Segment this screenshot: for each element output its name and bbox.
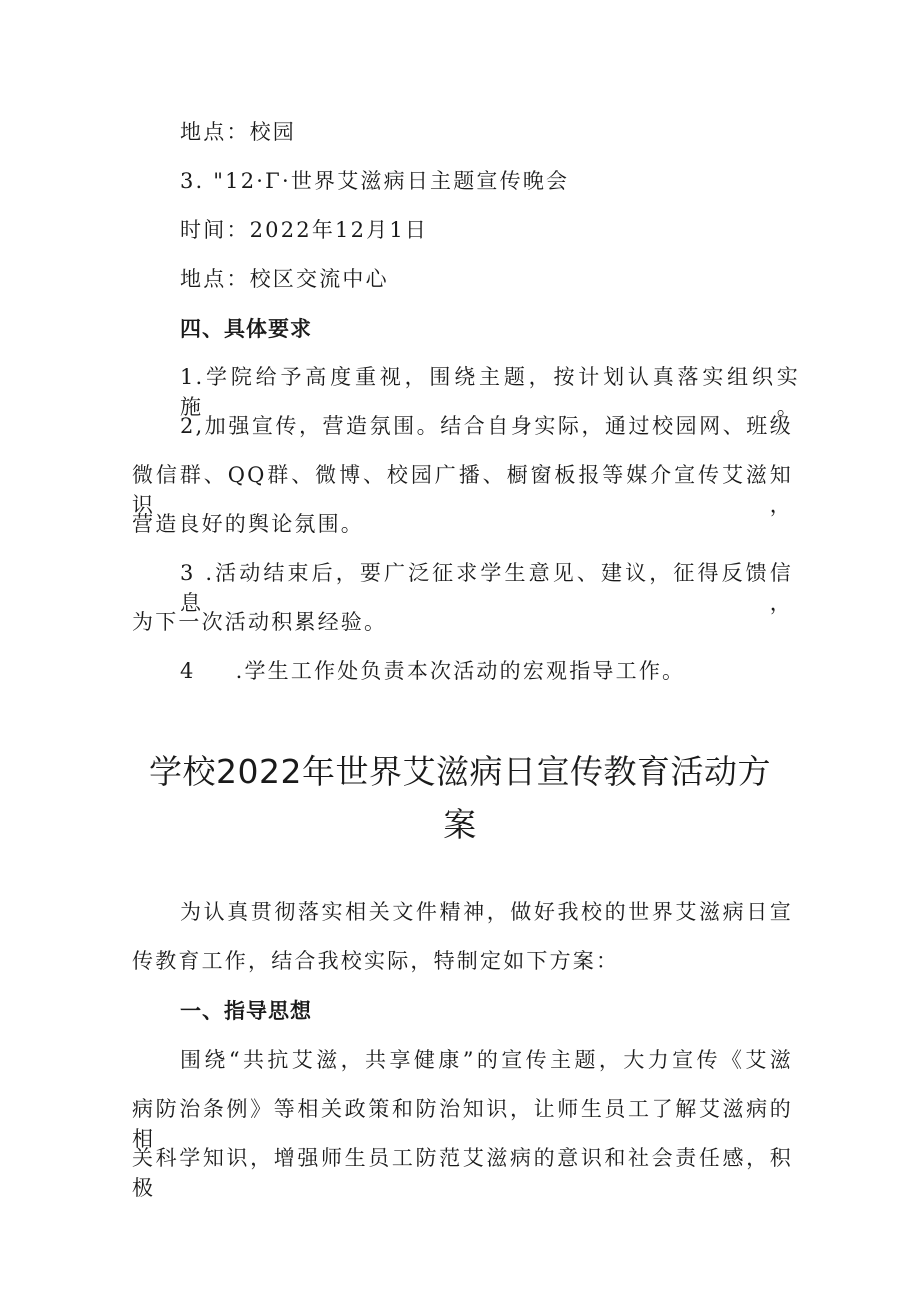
venue-line: 地点：校园 <box>180 120 296 144</box>
document-title-line-2: 案 <box>443 805 477 844</box>
guiding-ideology-line-2: 病防治条例》等相关政策和防治知识，让师生员工了解艾滋病的相 <box>132 1097 793 1151</box>
requirement-item-3-line-2: 为下一次活动积累经验。 <box>132 610 388 634</box>
requirement-item-2-line-3: 营造良好的舆论氛围。 <box>132 512 364 536</box>
requirement-item-4 <box>180 656 685 686</box>
intro-line-1: 为认真贯彻落实相关文件精神，做好我校的世界艾滋病日宣 <box>180 900 793 924</box>
document-title-line-1: 学校2022年世界艾滋病日宣传教育活动方 <box>149 752 771 791</box>
event-3-time: 时间：2022年12月1日 <box>180 218 429 242</box>
requirement-item-4-text: .学生工作处负责本次活动的宏观指导工作。 <box>235 659 686 683</box>
requirement-item-1: 1.学院给予高度重视，围绕主题，按计划认真落实组织实施。 <box>180 365 800 419</box>
requirement-item-4-number: 4 <box>180 659 196 683</box>
guiding-ideology-line-1: 围绕“共抗艾滋，共享健康”的宣传主题，大力宣传《艾滋 <box>180 1048 793 1072</box>
intro-line-2: 传教育工作，结合我校实际，特制定如下方案： <box>132 949 620 973</box>
event-3-venue: 地点：校区交流中心 <box>180 267 389 291</box>
guiding-ideology-line-3: 关科学知识，增强师生员工防范艾滋病的意识和社会责任感，积极 <box>132 1146 793 1200</box>
event-3-title: 3. "12·Γ·世界艾滋病日主题宣传晚会 <box>180 169 570 193</box>
requirement-item-3-line-1: 3 .活动结束后，要广泛征求学生意见、建议，征得反馈信息， <box>180 561 793 615</box>
requirement-item-2-line-2: 微信群、QQ群、微博、校园广播、橱窗板报等媒介宣传艾滋知识， <box>132 463 793 517</box>
section-heading-guiding-ideology: 一、指导思想 <box>180 999 312 1023</box>
section-heading-requirements: 四、具体要求 <box>180 317 312 341</box>
requirement-item-2-line-1: 2,加强宣传，营造氛围。结合自身实际，通过校园网、班级 <box>180 414 793 438</box>
